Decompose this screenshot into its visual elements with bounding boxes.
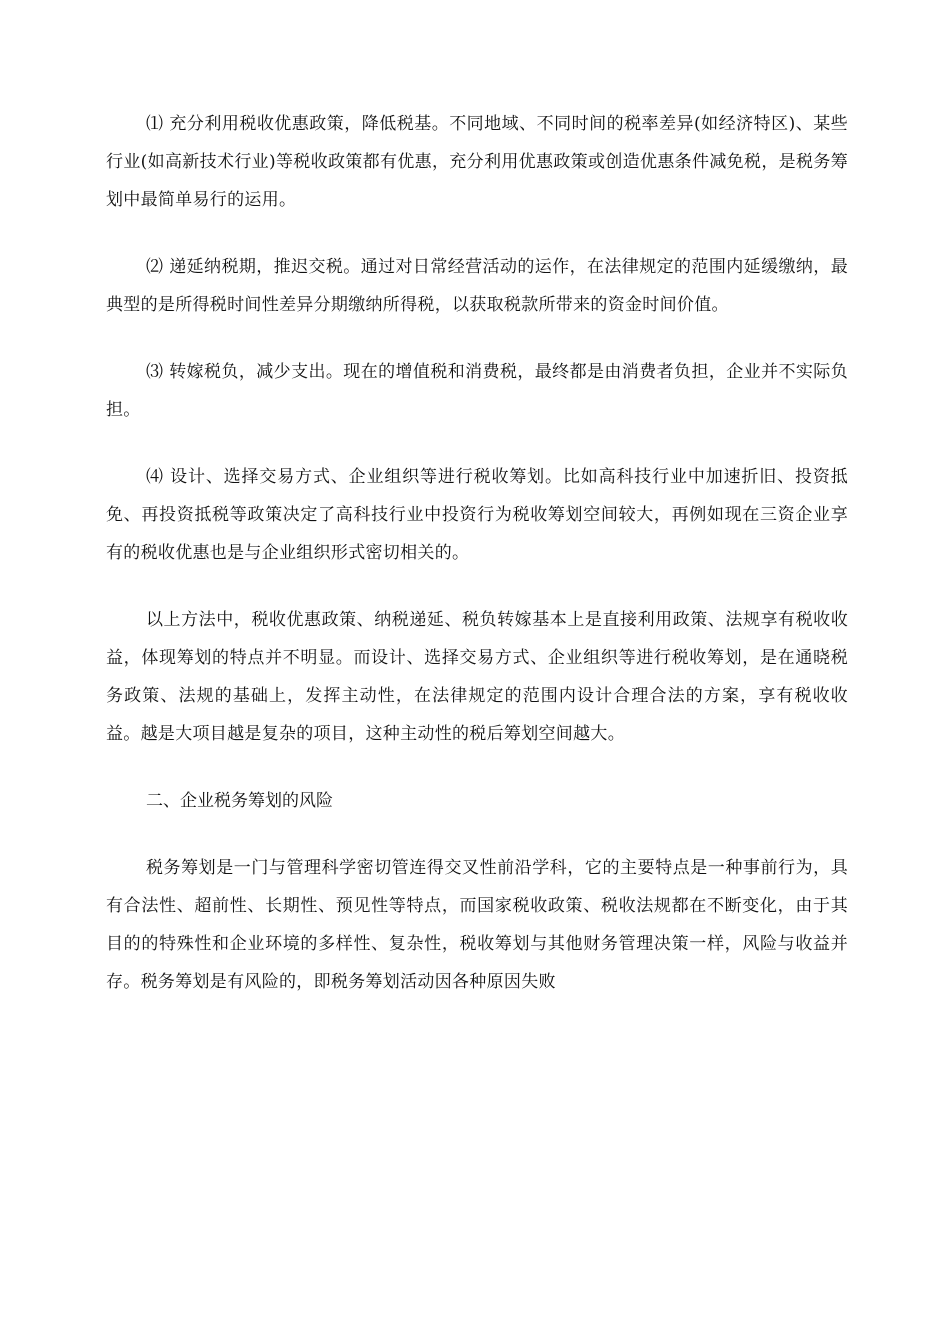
paragraph-deferred-payment: ⑵ 递延纳税期，推迟交税。通过对日常经营活动的运作，在法律规定的范围内延缓缴纳，最典型的是所得税时间性差异分期缴纳所得税，以获取税款所带来的资金时间价值。	[106, 257, 848, 315]
document-page	[106, 105, 848, 1001]
paragraph-transaction-design: ⑷ 设计、选择交易方式、企业组织等进行税收筹划。比如高科技行业中加速折旧、投资抵免、再投资抵税等政策决定了高科技行业中投资行为税收筹划空间较大，再例如现在三资企业享有的税收优惠也是与企业组织形式密切相关的。	[106, 467, 848, 563]
paragraph-methods-summary: 以上方法中，税收优惠政策、纳税递延、税负转嫁基本上是直接利用政策、法规享有税收收益，体现筹划的特点并不明显。而设计、选择交易方式、企业组织等进行税收筹划，是在通晓税务政策、法规的基础上，发挥主动性，在法律规定的范围内设计合理合法的方案，享有税收收益。越是大项目越是复杂的项目，这种主动性的税后筹划空间越大。	[106, 610, 848, 744]
paragraph-risk-intro: 税务筹划是一门与管理科学密切管连得交叉性前沿学科，它的主要特点是一种事前行为，具有合法性、超前性、长期性、预见性等特点，而国家税收政策、税收法规都在不断变化，由于其目的的特殊性和企业环境的多样性、复杂性，税收筹划与其他财务管理决策一样，风险与收益并存。税务筹划是有风险的，即税务筹划活动因各种原因失败	[106, 858, 848, 992]
section-heading: 二、企业税务筹划的风险	[146, 791, 333, 811]
paragraph-tax-incentives: ⑴ 充分利用税收优惠政策，降低税基。不同地域、不同时间的税率差异(如经济特区)、某些行业(如高新技术行业)等税收政策都有优惠，充分利用优惠政策或创造优惠条件减免税，是税务筹划中最简单易行的运用。	[106, 114, 848, 210]
paragraph-tax-shifting: ⑶ 转嫁税负，减少支出。现在的增值税和消费税，最终都是由消费者负担，企业并不实际负担。	[106, 362, 848, 420]
